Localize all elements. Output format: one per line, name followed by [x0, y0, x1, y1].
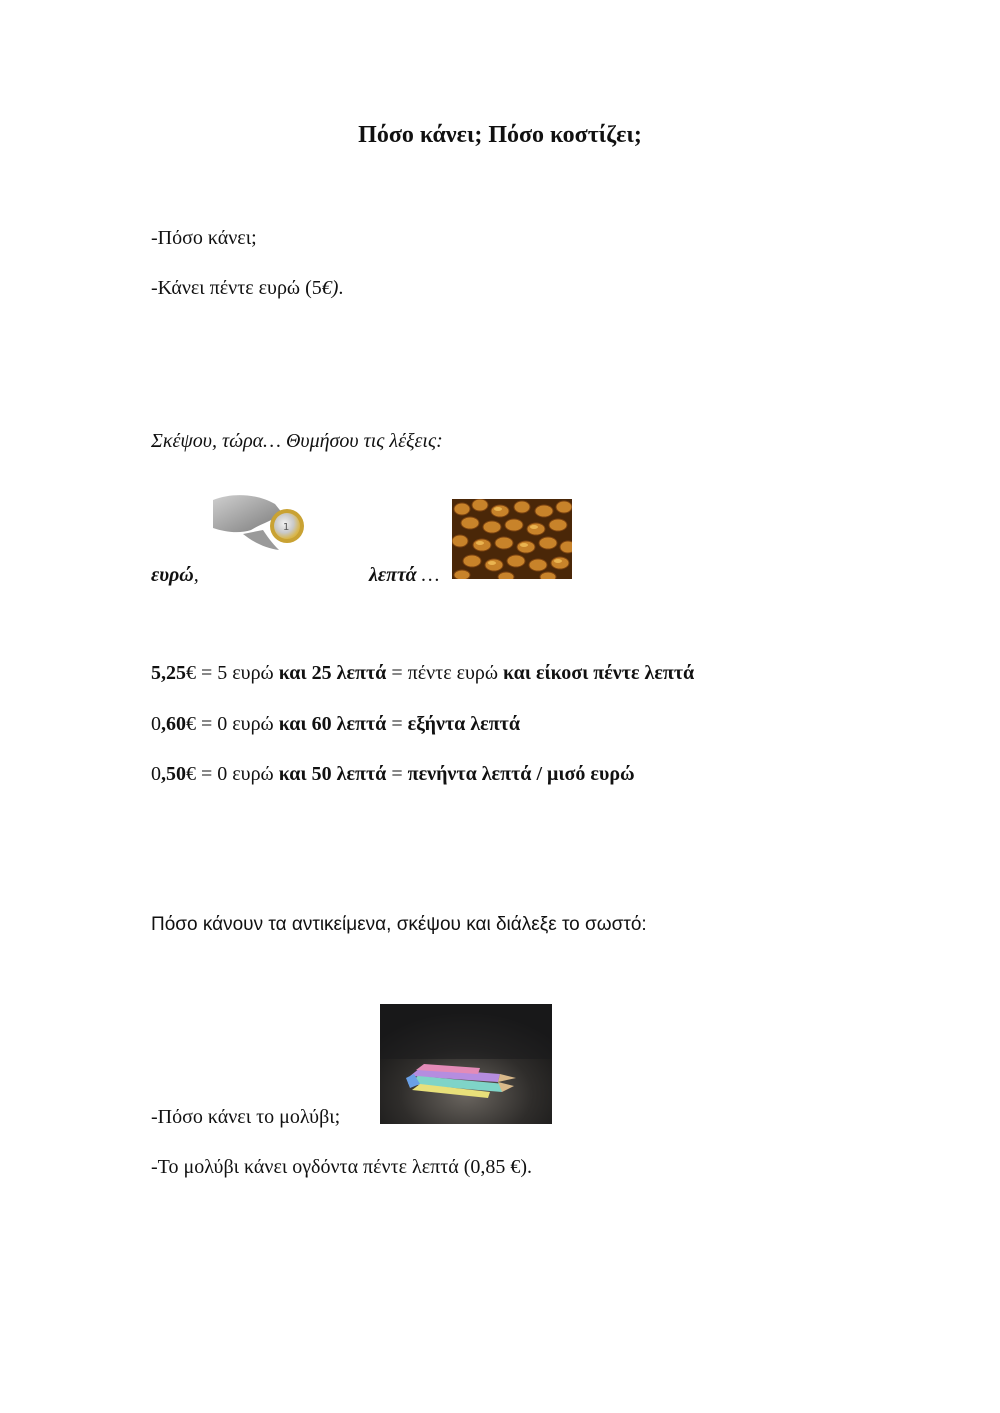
example-1-amount: 5,25: [151, 662, 186, 684]
word-euro-comma: ,: [193, 564, 199, 586]
example-2-bold1: και 60 λεπτά: [278, 713, 387, 735]
word-cents-text: λεπτά: [369, 564, 417, 586]
word-cents: [369, 564, 439, 587]
example-row-3: [151, 763, 635, 786]
word-euro-text: ευρώ: [151, 564, 194, 586]
hand-coin-image: [213, 490, 305, 552]
example-1-part2: = πέντε ευρώ: [386, 662, 504, 684]
example-3-bold1: και 50 λεπτά: [278, 763, 387, 785]
think-prompt: [151, 430, 443, 453]
example-1-bold1: και 25 λεπτά: [278, 662, 387, 684]
euro-sign: €): [321, 277, 339, 299]
example-row-2: [151, 713, 520, 736]
example-1-part1: € = 5 ευρώ: [186, 662, 279, 684]
example-3-part1: € = 0 ευρώ: [186, 763, 279, 785]
example-2-part1: € = 0 ευρώ: [186, 713, 279, 735]
dialogue-answer: [151, 277, 343, 300]
pencil-question: -Πόσο κάνει το μολύβι;: [151, 1106, 341, 1128]
example-3-amount-plain: 0: [151, 763, 161, 785]
exercise-question: Πόσο κάνουν τα αντικείμενα, σκέψου και διάλεξε το σωστό:: [151, 914, 647, 935]
coins-pile-image: [452, 499, 572, 579]
example-3-amount: ,50: [161, 763, 186, 785]
svg-text:1: 1: [283, 522, 290, 533]
dialogue-answer-period: .: [338, 277, 344, 299]
dialogue-question: -Πόσο κάνει;: [151, 227, 257, 249]
example-2-amount-plain: 0: [151, 713, 161, 735]
word-cents-dots: …: [416, 564, 440, 586]
dialogue-answer-text: -Κάνει πέντε ευρώ (5: [151, 277, 322, 299]
example-1-bold2: και είκοσι πέντε λεπτά: [503, 662, 695, 684]
example-row-1: [151, 662, 694, 685]
example-3-part2: =: [386, 763, 408, 785]
word-euro: [151, 564, 199, 587]
pencil-answer: -Το μολύβι κάνει ογδόντα πέντε λεπτά (0,85 €).: [151, 1156, 533, 1178]
pencils-image: [380, 1004, 552, 1124]
example-3-bold2: πενήντα λεπτά / μισό ευρώ: [407, 763, 635, 785]
think-prompt-text: Σκέψου, τώρα… Θυμήσου τις λέξεις:: [151, 430, 443, 452]
example-2-amount: ,60: [161, 713, 186, 735]
page-title: Πόσο κάνει; Πόσο κοστίζει;: [358, 122, 642, 148]
example-2-bold2: εξήντα λεπτά: [407, 713, 521, 735]
example-2-part2: =: [386, 713, 408, 735]
